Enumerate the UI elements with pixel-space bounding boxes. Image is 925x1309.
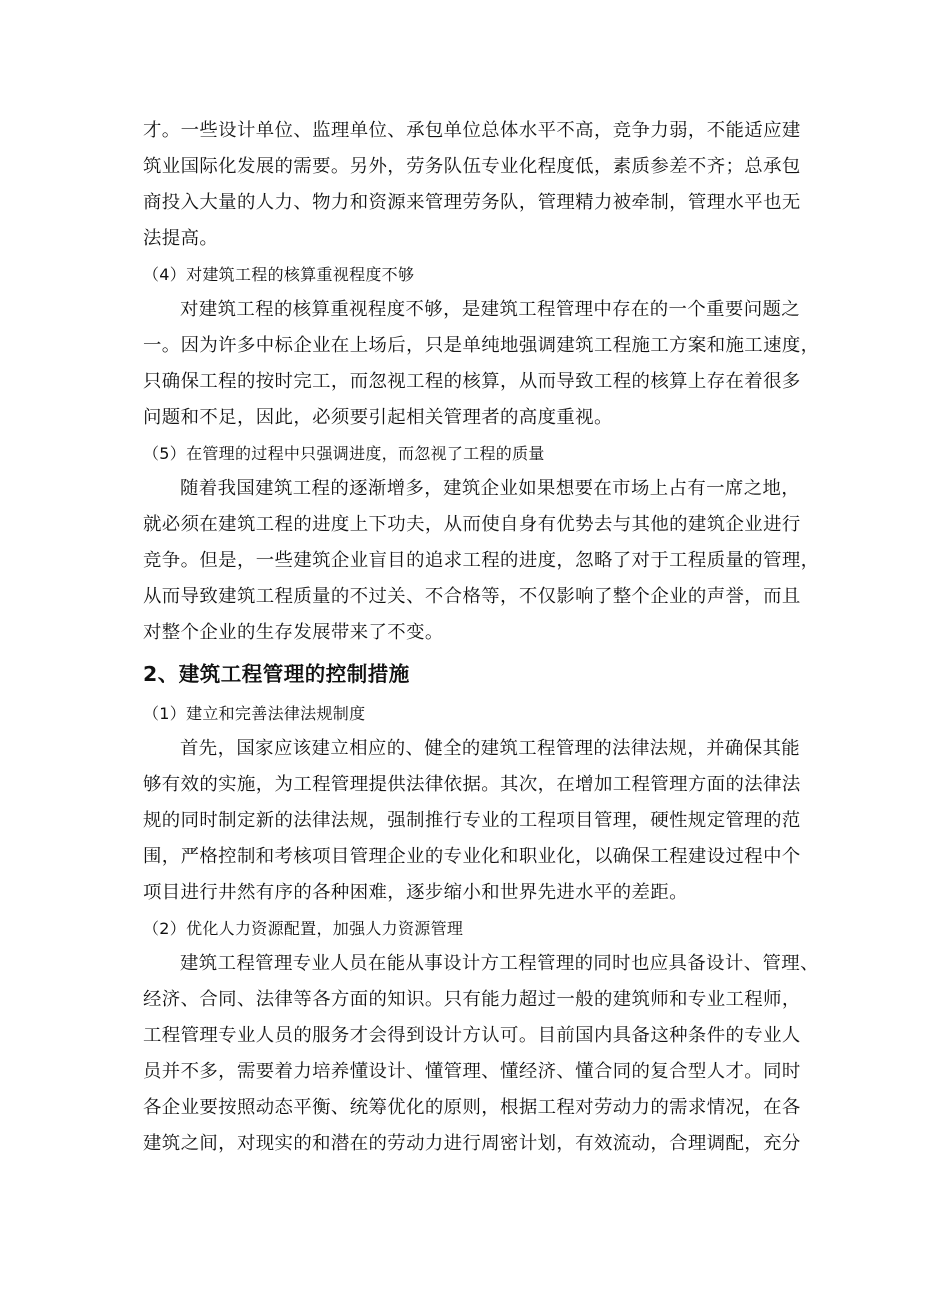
text-line: 法提高。: [143, 228, 219, 249]
paragraph-human-resources: [143, 946, 819, 1162]
subheading-4: （4）对建筑工程的核算重视程度不够: [143, 265, 415, 284]
text-line: 竞争。但是，一些建筑企业盲目的追求工程的进度，忽略了对于工程质量的管理，: [143, 550, 820, 571]
paragraph-labor-quality: [143, 113, 801, 257]
text-line: 随着我国建筑工程的逐渐增多，建筑企业如果想要在市场上占有一席之地，: [180, 478, 801, 499]
text-line: 就必须在建筑工程的进度上下功夫，从而使自身有优势去与其他的建筑企业进行: [143, 514, 801, 535]
paragraph-legal-system: [143, 731, 801, 911]
subheading-5: （5）在管理的过程中只强调进度，而忽视了工程的质量: [143, 444, 545, 463]
text-line: 首先，国家应该建立相应的、健全的建筑工程管理的法律法规，并确保其能: [180, 738, 801, 759]
text-line: 经济、合同、法律等各方面的知识。只有能力超过一般的建筑师和专业工程师，: [143, 989, 801, 1010]
text-line: 够有效的实施，为工程管理提供法律依据。其次，在增加工程管理方面的法律法: [143, 774, 801, 795]
text-line: 才。一些设计单位、监理单位、承包单位总体水平不高，竞争力弱，不能适应建: [143, 120, 801, 141]
paragraph-progress-quality: [143, 471, 820, 651]
text-line: 从而导致建筑工程质量的不过关、不合格等，不仅影响了整个企业的声誉，而且: [143, 586, 801, 607]
section-heading-2: 2、建筑工程管理的控制措施: [143, 662, 410, 686]
text-line: 建筑工程管理专业人员在能从事设计方工程管理的同时也应具备设计、管理、: [180, 953, 819, 974]
text-line: 围，严格控制和考核项目管理企业的专业化和职业化，以确保工程建设过程中个: [143, 846, 801, 867]
text-line: 只确保工程的按时完工，而忽视工程的核算，从而导致工程的核算上存在着很多: [143, 371, 801, 392]
text-line: 问题和不足，因此，必须要引起相关管理者的高度重视。: [143, 407, 613, 428]
text-line: 工程管理专业人员的服务才会得到设计方认可。目前国内具备这种条件的专业人: [143, 1025, 801, 1046]
paragraph-accounting: [143, 292, 820, 436]
text-line: 项目进行井然有序的各种困难，逐步缩小和世界先进水平的差距。: [143, 882, 688, 903]
subheading-2: （2）优化人力资源配置，加强人力资源管理: [143, 919, 464, 938]
text-line: 员并不多，需要着力培养懂设计、懂管理、懂经济、懂合同的复合型人才。同时: [143, 1061, 801, 1082]
text-line: 一。因为许多中标企业在上场后，只是单纯地强调建筑工程施工方案和施工速度，: [143, 335, 820, 356]
text-line: 规的同时制定新的法律法规，强制推行专业的工程项目管理，硬性规定管理的范: [143, 810, 801, 831]
text-line: 各企业要按照动态平衡、统筹优化的原则，根据工程对劳动力的需求情况，在各: [143, 1097, 801, 1118]
text-line: 对建筑工程的核算重视程度不够，是建筑工程管理中存在的一个重要问题之: [180, 299, 801, 320]
document-body: [143, 113, 820, 1162]
text-line: 建筑之间，对现实的和潜在的劳动力进行周密计划，有效流动，合理调配，充分: [143, 1133, 801, 1154]
text-line: 对整个企业的生存发展带来了不变。: [143, 622, 444, 643]
text-line: 商投入大量的人力、物力和资源来管理劳务队，管理精力被牵制，管理水平也无: [143, 192, 801, 213]
subheading-1: （1）建立和完善法律法规制度: [143, 704, 366, 723]
text-line: 筑业国际化发展的需要。另外，劳务队伍专业化程度低，素质参差不齐；总承包: [143, 156, 801, 177]
